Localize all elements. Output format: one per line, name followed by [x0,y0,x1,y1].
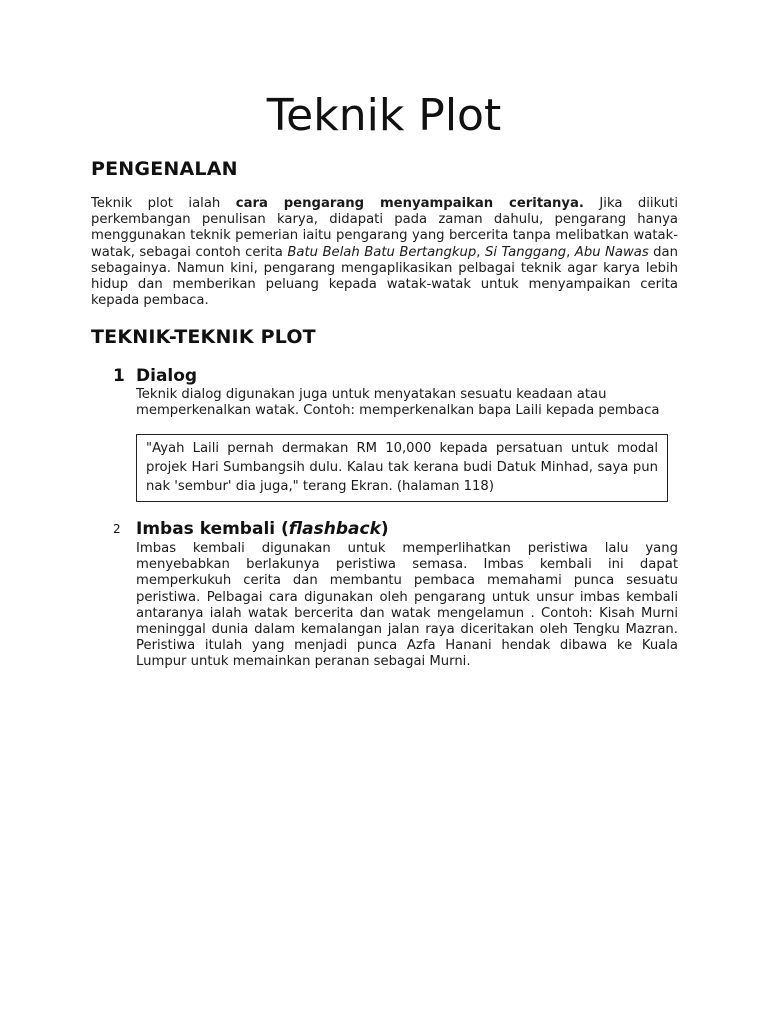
quote-box [136,434,668,502]
intro-text-4: , [566,244,575,260]
quote-text: "Ayah Laili pernah dermakan RM 10,000 kepada persatuan untuk modal projek Hari Sumbangsih dulu. Kalau tak kerana budi Datuk Minhad, saya pun nak 'sembur' dia juga," terang Ekran. (halaman 118) [146,441,658,494]
item-title-imbas-main: Imbas kembali ( [136,519,289,539]
intro-italic-story-1: Batu Belah Batu Bertangkup [287,244,477,260]
list-number-2: 2 [113,522,121,536]
item-body-imbas-kembali: Imbas kembali digunakan untuk memperlihatkan peristiwa lalu yang menyebabkan berlakunya peristiwa semasa. Imbas kembali ini dapat memperkukuh cerita dan membantu pembaca memahami punca sesuatu peristiwa. Pelbagai cara digunakan oleh pengarang untuk unsur imbas kembali antaranya ialah watak bercerita dan watak mengelamun . Contoh: Kisah Murni meninggal dunia dalam kemalangan jalan raya diceritakan oleh Tengku Mazran. Peristiwa itulah yang menjadi punca Azfa Hanani hendak dibawa ke Kuala Lumpur untuk memainkan peranan sebagai Murni. [136,541,678,670]
item-title-imbas-italic: flashback [288,519,381,539]
section-heading-pengenalan: PENGENALAN [91,158,238,180]
document-title: Teknik Plot [266,90,502,141]
intro-text-5: dan sebagainya. Namun kini, pengarang mengaplikasikan pelbagai teknik agar karya lebih hidup dan memberikan peluang kepada watak-watak untuk menyampaikan cerita kepada pembaca. [91,244,678,309]
intro-bold-definition: cara pengarang menyampaikan ceritanya. [235,196,584,211]
intro-text-3: , [476,244,485,260]
item-title-imbas-end: ) [380,519,389,539]
intro-text-1: Teknik plot ialah [91,196,236,211]
intro-italic-story-3: Abu Nawas [574,244,649,260]
intro-italic-story-2: Si Tanggang [484,244,567,260]
item-body-dialog: Teknik dialog digunakan juga untuk menyatakan sesuatu keadaan atau memperkenalkan watak. Contoh: memperkenalkan bapa Laili kepada pembaca [136,387,660,419]
intro-text-2: Jika diikuti perkembangan penulisan karya, didapati pada zaman dahulu, pengarang hanya menggunakan teknik pemerian iaitu pengarang yang bercerita tanpa melibatkan watak-watak, sebagai contoh cerita [91,196,679,260]
list-number-1: 1 [113,366,125,386]
section-heading-teknik-teknik-plot: TEKNIK-TEKNIK PLOT [91,326,316,348]
item-title-dialog: Dialog [136,366,198,386]
intro-paragraph [91,196,678,309]
item-title-imbas-kembali [136,519,389,539]
